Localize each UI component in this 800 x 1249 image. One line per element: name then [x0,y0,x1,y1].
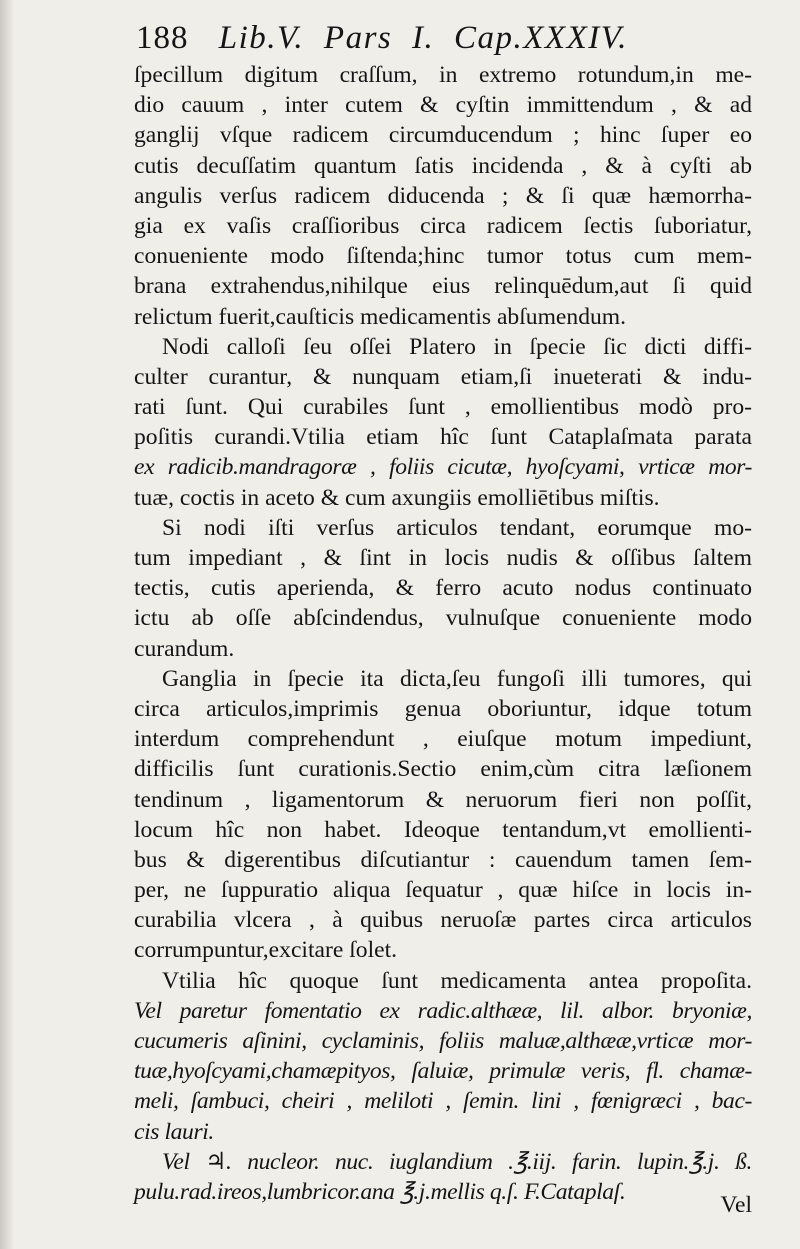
text-line-italic: cucumeris aſinini, cyclaminis, foliis maluæ,althææ,vrticæ mor- [134,1028,752,1054]
paragraph [134,332,752,513]
text-line: Ganglia in ſpecie ita dicta,ſeu fungoſi illi tumores, qui [162,665,752,692]
text-line: tendinum , ligamentorum & neruorum fieri non poſſit, [134,786,752,813]
text-line: locum hîc non habet. Ideoque tentandum,vt emollienti- [134,816,752,843]
text-line: interdum comprehendunt , eiuſque motum impediunt, [134,726,752,753]
text-line: culter curantur, & nunquam etiam,ſi inueterati & indu- [134,363,752,390]
paragraph [134,513,752,664]
text-line: cutis decuſſatim quantum ſatis incidenda , & à cyſti ab [134,152,752,179]
text-line-italic: cis lauri. [134,1118,214,1145]
text-line: curabilia vlcera , à quibus neruoſæ partes circa articulos [134,907,752,934]
text-line: rati ſunt. Qui curabiles ſunt , emollientibus modò pro- [134,394,752,421]
paragraph [134,1147,752,1207]
text-line: conueniente modo ſiſtenda;hinc tumor totus cum mem- [134,243,752,270]
text-line: brana extrahendus,nihilque eius relinquēdum,aut ſi quid [134,273,752,300]
text-line: tectis, cutis aperienda, & ferro acuto nodus continuato [134,575,752,602]
text-line: Si nodi iſti verſus articulos tendant, eorumque mo- [162,514,752,541]
text-line: poſitis curandi.Vtilia etiam hîc ſunt Cataplaſmata parata [134,424,752,451]
text-line: per, ne ſuppuratio aliqua ſequatur , quæ hiſce in locis in- [134,877,752,904]
text-line-italic: Vel ♃. nucleor. nuc. iuglandium .℥.iij. farin. lupin.℥.j. ß. [162,1148,752,1175]
text-line: Vtilia hîc quoque ſunt medicamenta antea propoſita. [162,967,752,994]
text-line: difficilis ſunt curationis.Sectio enim,cùm citra læſionem [134,756,752,783]
text-line: ſpecillum digitum craſſum, in extremo rotundum,in me- [134,62,752,88]
text-line: dio cauum , inter cutem & cyſtin immittendum , & ad [134,92,752,119]
paragraph [134,966,752,1147]
text-line: ictu ab oſſe abſcindendus, vulnuſque conueniente modo [134,605,752,632]
text-line: bus & digerentibus diſcutiantur : cauendum tamen ſem- [134,846,752,873]
text-line: ganglij vſque radicem circumducendum ; hinc ſuper eo [134,122,752,149]
text-line: tum impediant , & ſint in locis nudis & oſſibus ſaltem [134,545,752,571]
text-line: gia ex vaſis craſſioribus circa radicem ſectis ſuboriatur, [134,212,752,239]
text-line-italic: meli, ſambuci, cheiri , meliloti , ſemin. lini , fœnigræci , bac- [134,1088,752,1115]
text-line: tuæ, coctis in aceto & cum axungiis emolliētibus miſtis. [134,484,660,511]
text-line-italic: tuæ,hyoſcyami,chamæpityos, ſaluiæ, primulæ veris, fl. chamæ- [134,1058,752,1085]
running-header [136,16,740,60]
text-line-italic: Vel paretur fomentatio ex radic.althææ, lil. albor. bryoniæ, [134,997,752,1024]
paragraph [134,664,752,966]
text-line: corrumpuntur,excitare ſolet. [134,937,398,964]
text-line: angulis verſus radicem diducenda ; & ſi quæ hæmorrha- [134,182,752,209]
catchword: Vel [720,1192,752,1218]
text-line-italic: ex radicib.mandragoræ , foliis cicutæ, hyoſcyami, vrticæ mor- [134,454,752,481]
running-title: Lib.V. Pars I. Cap.XXXIV. [218,20,628,56]
page-body [134,60,752,1207]
text-line: curandum. [134,635,235,662]
text-line: Nodi calloſi ſeu oſſei Platero in ſpecie ſic dicti diffi- [162,333,752,360]
text-line: relictum fuerit,cauſticis medicamentis abſumendum. [134,303,627,330]
text-line: circa articulos,imprimis genua oboriuntur, idque totum [134,695,752,722]
paragraph [134,60,752,332]
text-line-italic: pulu.rad.ireos,lumbricor.ana ℥.j.mellis q.ſ. F.Cataplaſ. [134,1178,626,1205]
page-number: 188 [136,20,189,56]
